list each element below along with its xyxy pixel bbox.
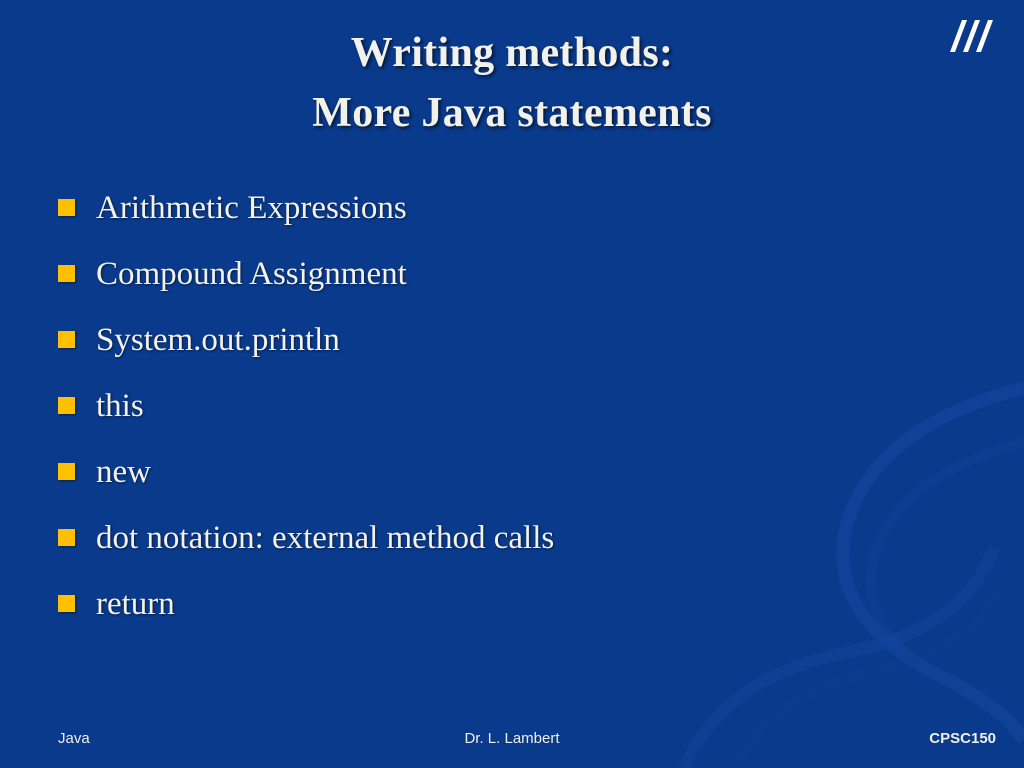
bullet-marker-icon (58, 331, 75, 348)
list-item (58, 582, 964, 628)
title-line-2: More Java statements (312, 89, 712, 136)
list-item (58, 252, 964, 298)
title-line-1: Writing methods: (350, 30, 674, 76)
list-item-label: return (96, 586, 175, 622)
list-item-label: this (96, 388, 144, 424)
footer-left-label: Java (58, 730, 90, 747)
list-item-label: Arithmetic Expressions (96, 190, 407, 226)
bullet-marker-icon (58, 265, 75, 282)
list-item-label: new (96, 454, 151, 490)
list-item (58, 318, 964, 364)
page-title (0, 24, 1024, 143)
footer-right-label: CPSC150 (929, 730, 996, 747)
list-item (58, 384, 964, 430)
list-item (58, 450, 964, 496)
bullet-marker-icon (58, 199, 75, 216)
list-item (58, 186, 964, 232)
list-item-label: System.out.println (96, 322, 340, 358)
list-item-label: Compound Assignment (96, 256, 407, 292)
bullet-list (58, 186, 964, 648)
list-item-label: dot notation: external method calls (96, 520, 555, 556)
list-item (58, 516, 964, 562)
bullet-marker-icon (58, 529, 75, 546)
bullet-marker-icon (58, 463, 75, 480)
bullet-marker-icon (58, 595, 75, 612)
footer-center-label: Dr. L. Lambert (464, 730, 560, 747)
bullet-marker-icon (58, 397, 75, 414)
slide-footer (0, 730, 1024, 750)
